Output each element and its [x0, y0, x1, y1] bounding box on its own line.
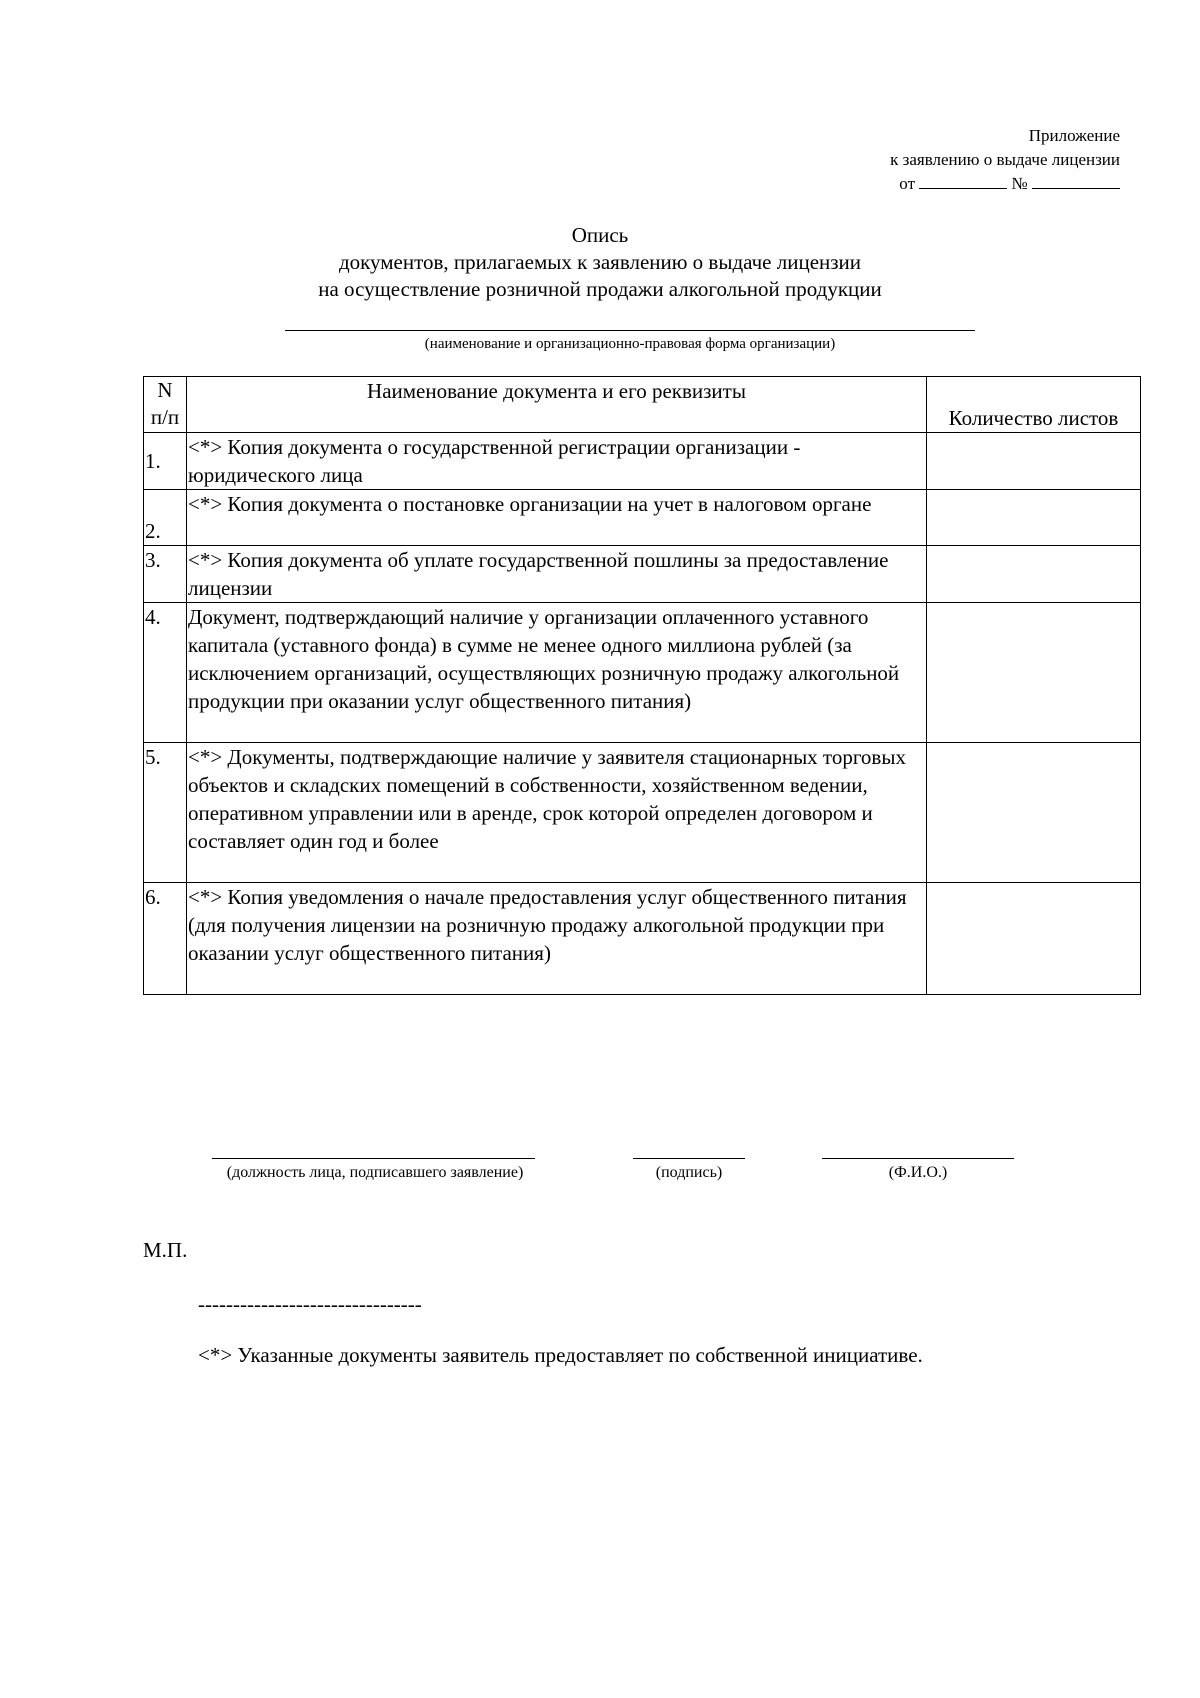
documents-table	[143, 376, 1141, 995]
appendix-title: Приложение	[1028, 126, 1120, 145]
title-line-3: на осуществление розничной продажи алкогольной продукции	[318, 277, 882, 301]
header-sheet-count: Количество листов	[927, 377, 1141, 433]
table-row	[144, 883, 1141, 995]
date-prefix: от	[899, 174, 916, 193]
date-blank	[919, 173, 1007, 189]
row-sheet-count	[927, 546, 1141, 603]
header-document-name: Наименование документа и его реквизиты	[187, 377, 927, 433]
table-row	[144, 433, 1141, 490]
row-document-name: <*> Копия уведомления о начале предоставления услуг общественного питания (для получения лицензии на розничную продажу алкогольной продукции при оказании услуг общественного питания)	[187, 883, 927, 995]
organization-caption: (наименование и организационно-правовая форма организации)	[424, 336, 836, 352]
appendix-header	[890, 124, 1120, 196]
table-row	[144, 546, 1141, 603]
position-signature-line	[212, 1158, 535, 1159]
table-row	[144, 743, 1141, 883]
row-document-name: <*> Документы, подтверждающие наличие у заявителя стационарных торговых объектов и складских помещений в собственности, хозяйственном ведении, оперативном управлении или в аренде, срок которой определен договором и составляет один год и более	[187, 743, 927, 883]
full-name-caption: (Ф.И.О.)	[888, 1164, 948, 1181]
footnote-separator: --------------------------------	[198, 1292, 422, 1316]
stamp-placeholder: М.П.	[143, 1238, 188, 1262]
title-line-1: Опись	[571, 223, 629, 247]
row-document-name: <*> Копия документа об уплате государственной пошлины за предоставление лицензии	[187, 546, 927, 603]
row-sheet-count	[927, 490, 1141, 546]
row-sheet-count	[927, 743, 1141, 883]
number-sign: №	[1011, 174, 1028, 193]
row-number: 1.	[144, 433, 187, 490]
number-blank	[1032, 173, 1120, 189]
row-document-name: <*> Копия документа о постановке организации на учет в налоговом органе	[187, 490, 927, 546]
row-number: 2.	[144, 490, 187, 546]
row-sheet-count	[927, 883, 1141, 995]
header-number-line-2: п/п	[150, 405, 180, 429]
signature-line	[633, 1158, 745, 1159]
footnote-text: <*> Указанные документы заявитель предоставляет по собственной инициативе.	[198, 1343, 923, 1367]
full-name-line	[822, 1158, 1014, 1159]
row-sheet-count	[927, 433, 1141, 490]
header-number-line-1: N	[157, 378, 173, 402]
appendix-reference: к заявлению о выдаче лицензии	[890, 150, 1120, 169]
document-title	[0, 222, 1200, 303]
table-row	[144, 490, 1141, 546]
title-line-2: документов, прилагаемых к заявлению о выдаче лицензии	[338, 250, 862, 274]
header-number	[144, 377, 187, 433]
row-sheet-count	[927, 603, 1141, 743]
row-number: 5.	[144, 743, 187, 883]
row-number: 6.	[144, 883, 187, 995]
organization-name-line	[285, 330, 975, 331]
table-row	[144, 603, 1141, 743]
row-document-name: Документ, подтверждающий наличие у организации оплаченного уставного капитала (уставного фонда) в сумме не менее одного миллиона рублей (за исключением организаций, осуществляющих розничную продажу алкогольной продукции при оказании услуг общественного питания)	[187, 603, 927, 743]
signature-caption: (подпись)	[655, 1164, 723, 1181]
row-document-name: <*> Копия документа о государственной регистрации организации - юридического лица	[187, 433, 927, 490]
row-number: 4.	[144, 603, 187, 743]
appendix-date-number	[890, 172, 1120, 196]
row-number: 3.	[144, 546, 187, 603]
table-header-row	[144, 377, 1141, 433]
position-caption: (должность лица, подписавшего заявление)	[226, 1164, 524, 1181]
